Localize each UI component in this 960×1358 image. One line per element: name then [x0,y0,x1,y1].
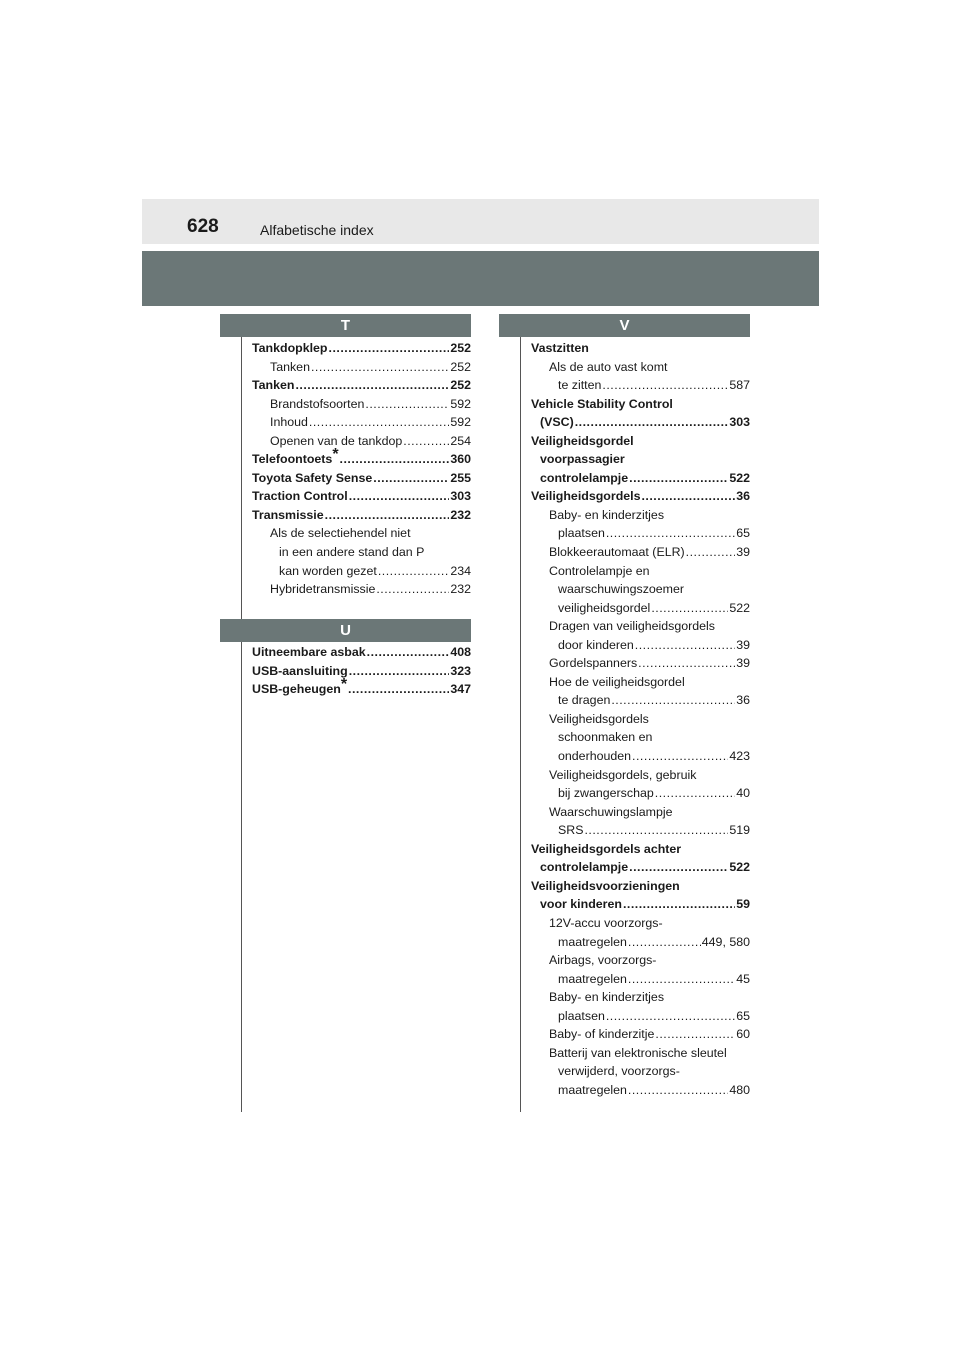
column-rule [241,337,242,619]
index-entry-line: verwijderd, voorzorgs- [558,1064,680,1079]
index-entry-line: Veiligheidsgordels achter [531,841,682,856]
index-entry: maatregelen ..... 480 [531,1081,750,1100]
index-entry: USB-geheugen* ..... 347 [252,680,471,699]
index-entry: door kinderen ..... 39 [531,636,750,655]
index-column-t [252,339,471,599]
index-entry: Gordelspanners ..... 39 [531,654,750,673]
index-entry-line: in een andere stand dan P [279,545,425,560]
index-entry-line: Als de selectiehendel niet [270,526,411,541]
index-entry: onderhouden ..... 423 [531,747,750,766]
index-entry-line: Dragen van veiligheidsgordels [549,619,715,634]
index-entry-line: Controlelampje en [549,563,650,578]
index-entry: plaatsen ..... 65 [531,1007,750,1026]
index-entry: Veiligheidsgordels ..... 36 [531,487,750,506]
index-entry: Transmissie ..... 232 [252,506,471,525]
index-entry-line: schoonmaken en [558,730,653,745]
index-entry-line: Airbags, voorzorgs- [549,953,657,968]
index-entry: bij zwangerschap ..... 40 [531,784,750,803]
index-column-u [252,643,471,699]
index-entry: controlelampje ..... 522 [531,469,750,488]
index-entry: plaatsen ..... 65 [531,524,750,543]
index-entry: maatregelen ..... 45 [531,970,750,989]
index-entry: Openen van de tankdop ..... 254 [252,432,471,451]
index-entry-line: Baby- en kinderzitjes [549,990,665,1005]
footnote-asterisk: * [340,675,348,693]
index-entry: USB-aansluiting ..... 323 [252,662,471,681]
index-entry: Tanken ..... 252 [252,358,471,377]
index-entry: Inhoud ..... 592 [252,413,471,432]
index-entry-line: Vehicle Stability Control [531,396,673,411]
index-column-v [531,339,750,1099]
index-entry: SRS ..... 519 [531,821,750,840]
index-entry: Blokkeerautomaat (ELR) ..... 39 [531,543,750,562]
index-entry-line: Veiligheidsvoorzieningen [531,878,680,893]
index-entry: Traction Control ..... 303 [252,487,471,506]
index-entry: (VSC) ..... 303 [531,413,750,432]
page-title: Alfabetische index [260,222,374,238]
index-entry: Uitneembare asbak ..... 408 [252,643,471,662]
index-entry-line: Baby- en kinderzitjes [549,507,665,522]
section-header-t: T [220,314,471,337]
index-entry-line: Veiligheidsgordel [531,433,634,448]
index-entry: Brandstofsoorten ..... 592 [252,395,471,414]
index-entry: voor kinderen ..... 59 [531,895,750,914]
index-entry: te zitten ..... 587 [531,376,750,395]
page-number: 628 [187,216,219,237]
index-entry: veiligheidsgordel ..... 522 [531,599,750,618]
index-entry-line: Veiligheidsgordels, gebruik [549,767,697,782]
index-entry: controlelampje ..... 522 [531,858,750,877]
index-entry: Hybridetransmissie ..... 232 [252,580,471,599]
section-header-v: V [499,314,750,337]
section-header-u: U [220,619,471,642]
index-entry: kan worden gezet ..... 234 [252,562,471,581]
index-entry: Tanken ..... 252 [252,376,471,395]
index-entry: Toyota Safety Sense ..... 255 [252,469,471,488]
index-entry: Telefoontoets* ..... 360 [252,450,471,469]
index-entry: Baby- of kinderzitje ..... 60 [531,1025,750,1044]
header-strip [142,199,819,244]
index-entry-line: Vastzitten [531,341,589,355]
index-entry-line: voorpassagier [540,452,625,467]
footnote-asterisk: * [332,446,339,464]
index-entry-line: Waarschuwingslampje [549,804,673,819]
index-entry-line: Hoe de veiligheidsgordel [549,674,685,689]
index-entry-line: 12V-accu voorzorgs- [549,915,663,930]
index-entry-line: Veiligheidsgordels [549,711,649,726]
column-rule [241,642,242,1112]
index-entry: te dragen ..... 36 [531,691,750,710]
index-entry-line: waarschuwingszoemer [558,582,685,597]
header-band [142,251,819,306]
column-rule [520,337,521,1112]
index-entry-line: Batterij van elektronische sleutel [549,1045,727,1060]
index-entry: maatregelen ..... 449, 580 [531,933,750,952]
index-entry: Tankdopklep ..... 252 [252,339,471,358]
index-entry-line: Als de auto vast komt [549,359,668,374]
